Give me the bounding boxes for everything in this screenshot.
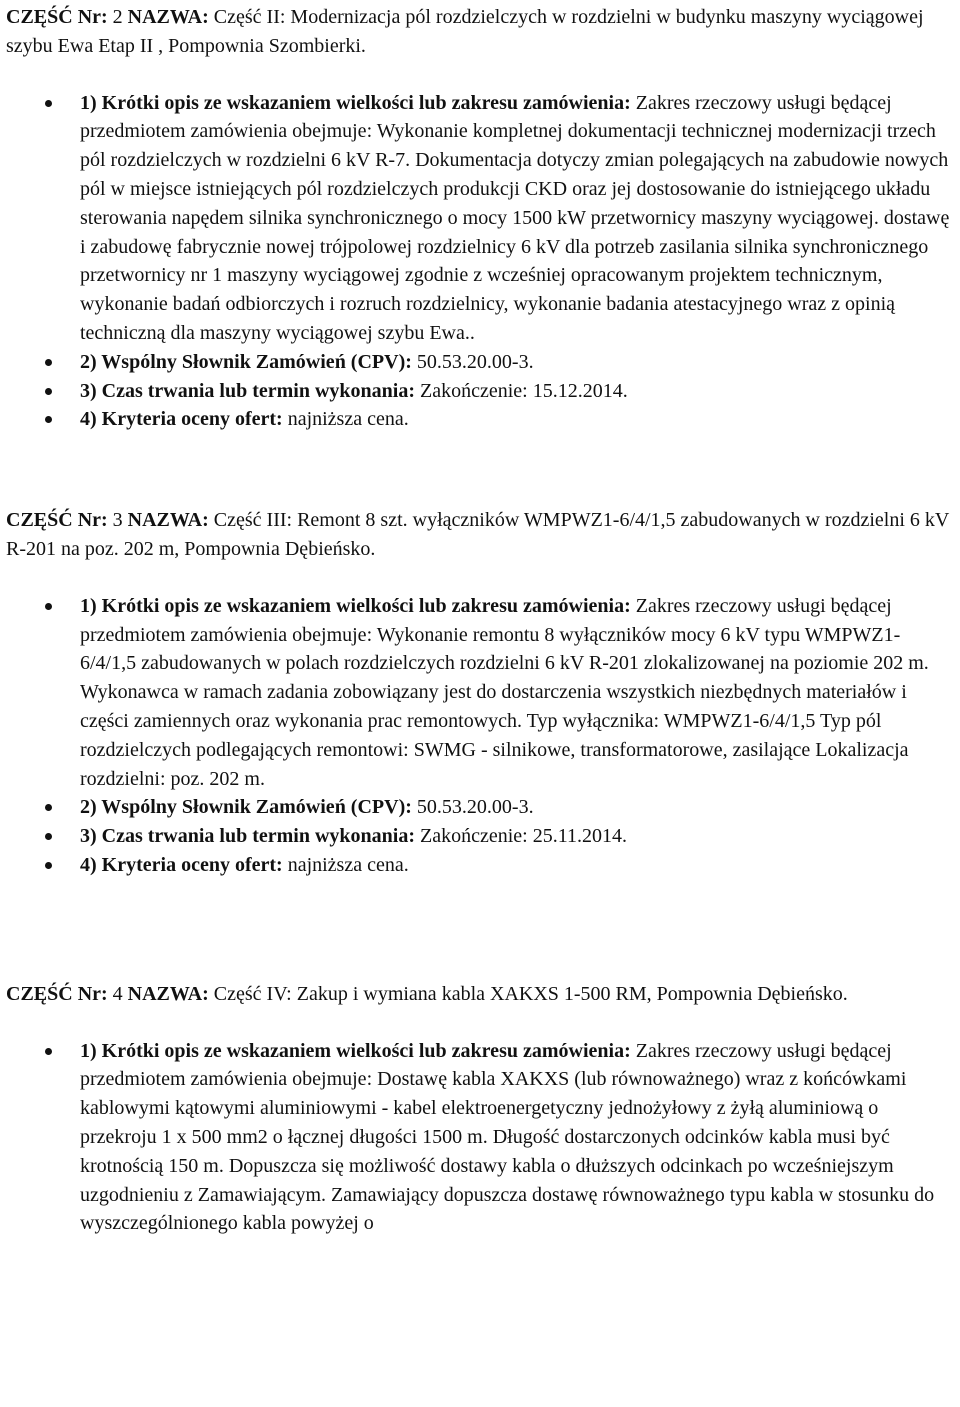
list-item: [80, 377, 956, 406]
item-text: Zakres rzeczowy usługi będącej przedmiotem zamówienia obejmuje: Wykonanie kompletnej dokumentacji technicznej modernizacji trzech pól rozdzielczych w rozdzielni 6 kV R-7. Dokumentacja dotyczy zmian polegających na zabudowie nowych pól w miejsce istniejących pól rozdzielczych produkcji CKD oraz jej dostosowanie do istniejącego układu sterowania napędem silnika synchronicznego o mocy 1500 kW przetwornicy maszyny wyciągowej. dostawę i zabudowę fabrycznie nowej trójpolowej rozdzielnicy 6 kV dla potrzeb zasilania silnika synchronicznego przetwornicy nr 1 maszyny wyciągowej zgodnie z wcześniej opracowanym projektem technicznym, wykonanie badań odbiorczych i rozruch rozdzielnicy, wykonanie badania atestacyjnego wraz z opinią techniczną dla maszyny wyciągowej szybu Ewa..: [80, 91, 950, 344]
list-item: [80, 793, 956, 822]
section-heading: [6, 506, 956, 564]
section-heading: [6, 3, 956, 61]
section-part-label: CZĘŚĆ Nr:: [6, 509, 108, 532]
item-label: 4) Kryteria oceny ofert:: [80, 408, 283, 431]
section-name: Część II: Modernizacja pól rozdzielczych w rozdzielni w budynku maszyny wyciągowej szybu Ewa Etap II , Pompownia Szombierki.: [6, 6, 924, 57]
list-item: [80, 405, 956, 434]
section-name: Część IV: Zakup i wymiana kabla XAKXS 1-500 RM, Pompownia Dębieńsko.: [208, 982, 848, 1005]
bullet-icon: [45, 862, 52, 869]
item-text: Zakres rzeczowy usługi będącej przedmiotem zamówienia obejmuje: Dostawę kabla XAKXS (lub równoważnego) wraz z końcówkami kablowymi kątowymi aluminiowymi - kabel elektroenergetyczny jednożyłowy z żyłą aluminiową o przekroju 1 x 500 mm2 o łącznej długości 1500 m. Długość dostarczonych odcinków kabla musi być krotnością 150 m. Dopuszcza się możliwość dostawy kabla o dłuższych odcinkach po wcześniejszym uzgodnieniu z Zamawiającym. Zamawiający dopuszcza dostawę równoważnego typu kabla w stosunku do wyszczególnionego kabla powyżej o: [80, 1039, 935, 1235]
item-text: najniższa cena.: [282, 853, 409, 876]
section-heading: [6, 980, 956, 1009]
list-item: [80, 89, 956, 348]
section-number: 4: [107, 982, 128, 1005]
item-text: 50.53.20.00-3.: [411, 796, 534, 819]
item-label: 1) Krótki opis ze wskazaniem wielkości lub zakresu zamówienia:: [80, 91, 631, 114]
list-item: [80, 822, 956, 851]
list-item: [80, 851, 956, 880]
item-label: 1) Krótki opis ze wskazaniem wielkości lub zakresu zamówienia:: [80, 1039, 631, 1062]
list-item: [80, 1037, 956, 1239]
bullet-icon: [45, 359, 52, 366]
item-label: 3) Czas trwania lub termin wykonania:: [80, 825, 416, 848]
list-item: [80, 348, 956, 377]
bullet-icon: [45, 1048, 52, 1055]
item-label: 1) Krótki opis ze wskazaniem wielkości lub zakresu zamówienia:: [80, 594, 631, 617]
item-text: Zakres rzeczowy usługi będącej przedmiotem zamówienia obejmuje: Wykonanie remontu 8 wyłączników mocy 6 kV typu WMPWZ1-6/4/1,5 zabudowanych w polach rozdzielczych rozdzielni 6 kV R-201 zlokalizowanej na poziomie 202 m. Wykonawca w ramach zadania zobowiązany jest do dostarczenia wszystkich niezbędnych materiałów i części zamiennych oraz wykonania prac remontowych. Typ wyłącznika: WMPWZ1-6/4/1,5 Typ pól rozdzielczych podlegających remontowi: SWMG - silnikowe, transformatorowe, zasilające Lokalizacja rozdzielni: poz. 202 m.: [80, 594, 929, 790]
section-items: [6, 1037, 956, 1239]
item-text: Zakończenie: 15.12.2014.: [415, 379, 628, 402]
item-label: 2) Wspólny Słownik Zamówień (CPV):: [80, 796, 412, 819]
section-name-label: NAZWA:: [127, 982, 209, 1005]
item-text: najniższa cena.: [282, 408, 409, 431]
section-number: 3: [107, 509, 128, 532]
bullet-icon: [45, 603, 52, 610]
item-label: 4) Kryteria oceny ofert:: [80, 853, 283, 876]
section-name: Część III: Remont 8 szt. wyłączników WMPWZ1-6/4/1,5 zabudowanych w rozdzielni 6 kV R-201 na poz. 202 m, Pompownia Dębieńsko.: [6, 509, 949, 560]
document-page: [6, 3, 956, 1238]
bullet-icon: [45, 416, 52, 423]
section-items: [6, 592, 956, 880]
section-name-label: NAZWA:: [127, 509, 209, 532]
section-number: 2: [107, 6, 128, 28]
item-text: Zakończenie: 25.11.2014.: [415, 825, 627, 848]
bullet-icon: [45, 833, 52, 840]
bullet-icon: [45, 100, 52, 107]
bullet-icon: [45, 804, 52, 811]
item-text: 50.53.20.00-3.: [411, 350, 534, 373]
item-label: 2) Wspólny Słownik Zamówień (CPV):: [80, 350, 412, 373]
section-name-label: NAZWA:: [127, 6, 209, 28]
list-item: [80, 592, 956, 794]
item-label: 3) Czas trwania lub termin wykonania:: [80, 379, 416, 402]
section-items: [6, 89, 956, 435]
bullet-icon: [45, 388, 52, 395]
section-part-label: CZĘŚĆ Nr:: [6, 6, 108, 28]
section-part-label: CZĘŚĆ Nr:: [6, 982, 108, 1005]
